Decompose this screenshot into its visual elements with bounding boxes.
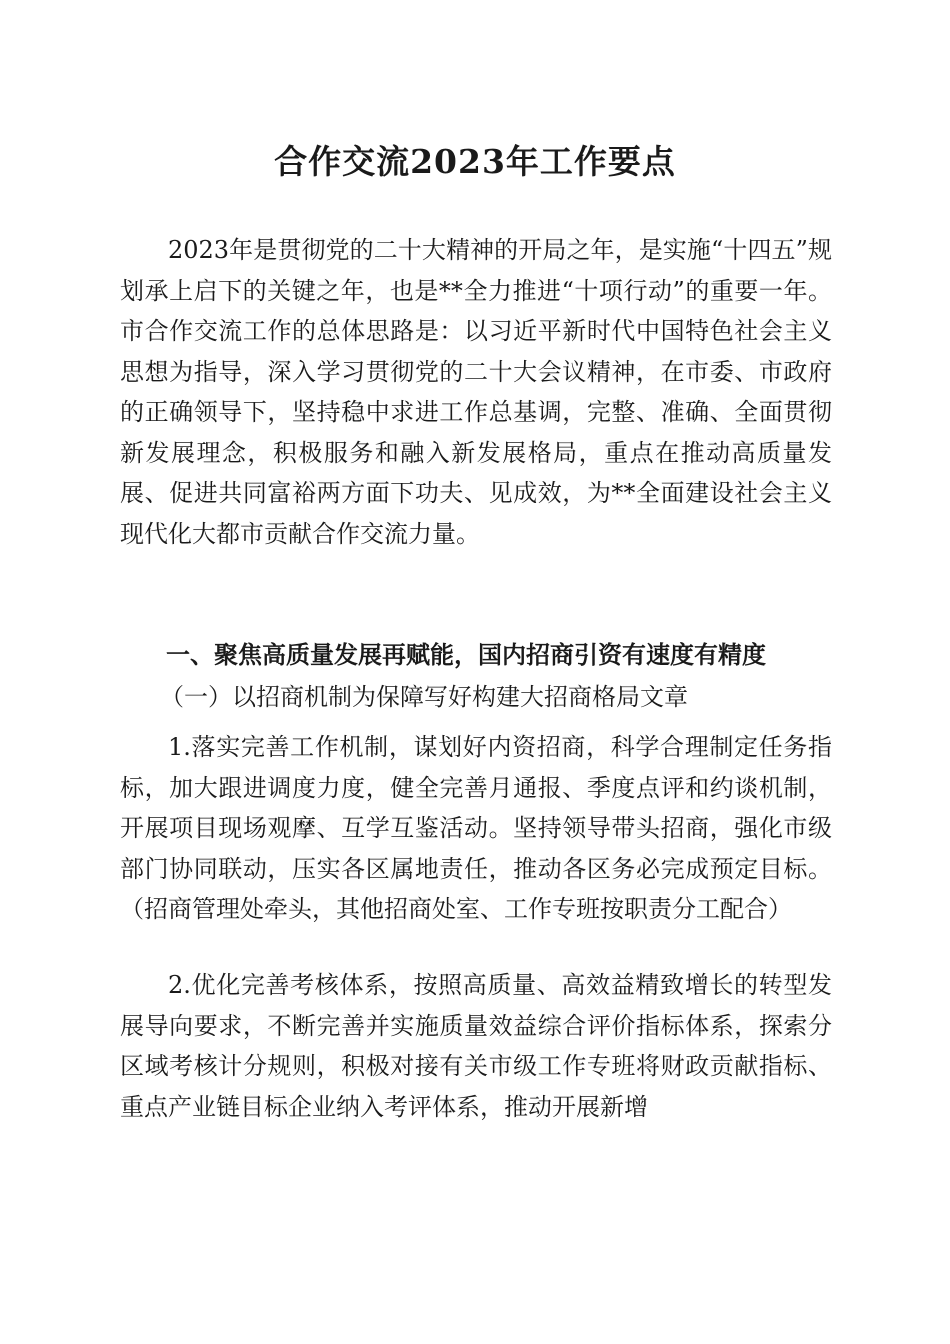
document-title: 合作交流2023年工作要点	[274, 142, 676, 181]
item-paragraph-1: 1.落实完善工作机制，谋划好内资招商，科学合理制定任务指标，加大跟进调度力度，健全完善月通报、季度点评和约谈机制，开展项目现场观摩、互学互鉴活动。坚持领导带头招商，强化市级部门协同联动，压实各区属地责任，推动各区务必完成预定目标。（招商管理处牵头，其他招商处室、工作专班按职责分工配合）	[120, 733, 832, 923]
intro-paragraph: 2023年是贯彻党的二十大精神的开局之年，是实施“十四五”规划承上启下的关键之年，也是**全力推进“十项行动”的重要一年。市合作交流工作的总体思路是：以习近平新时代中国特色社会主义思想为指导，深入学习贯彻党的二十大会议精神，在市委、市政府的正确领导下，坚持稳中求进工作总基调，完整、准确、全面贯彻新发展理念，积极服务和融入新发展格局，重点在推动高质量发展、促进共同富裕两方面下功夫、见成效，为**全面建设社会主义现代化大都市贡献合作交流力量。	[120, 236, 832, 548]
subsection-heading: （一）以招商机制为保障写好构建大招商格局文章	[160, 683, 688, 711]
section-heading: 一、聚焦高质量发展再赋能，国内招商引资有速度有精度	[166, 641, 766, 669]
item-paragraph-2: 2.优化完善考核体系，按照高质量、高效益精致增长的转型发展导向要求，不断完善并实施质量效益综合评价指标体系，探索分区域考核计分规则，积极对接有关市级工作专班将财政贡献指标、重点产业链目标企业纳入考评体系，推动开展新增	[120, 971, 832, 1121]
